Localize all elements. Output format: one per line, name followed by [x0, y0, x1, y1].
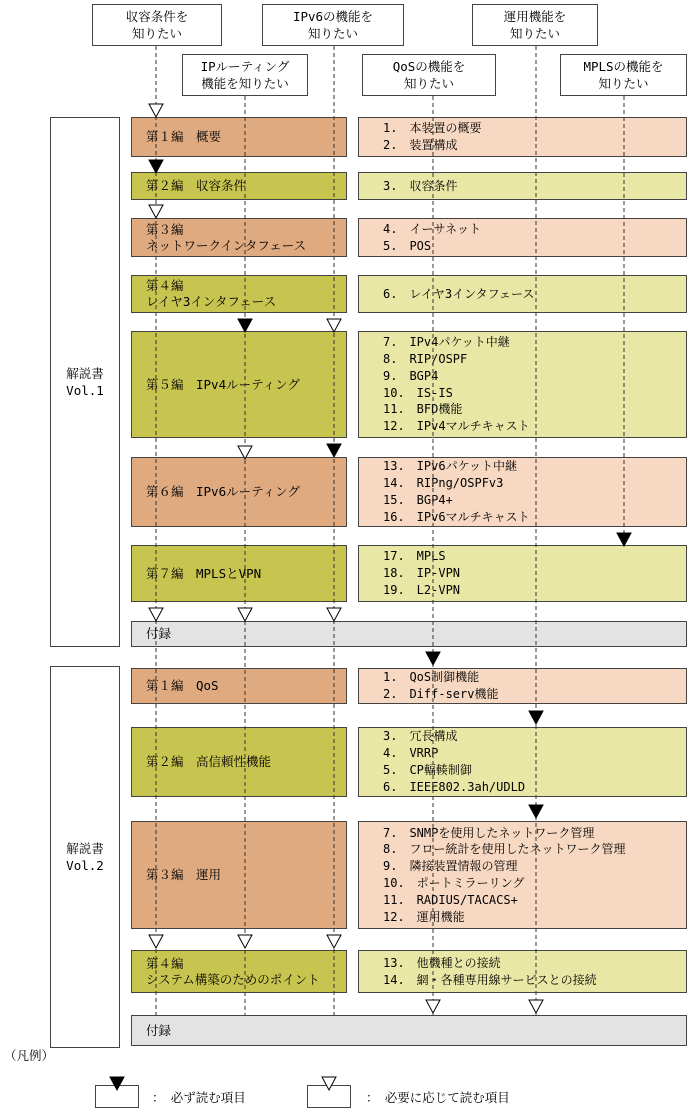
- part-box: [131, 821, 347, 929]
- part-box: [131, 457, 347, 527]
- legend-title: （凡例）: [4, 1048, 55, 1063]
- text-line: QoSの機能を: [392, 59, 466, 74]
- chapter-box: [358, 275, 687, 313]
- must-read-marker: [426, 652, 440, 665]
- text-line: 6. レイヤ3インタフェース: [383, 286, 535, 301]
- chapter-box: [358, 172, 687, 200]
- text-line: 第３編 運用: [146, 867, 222, 882]
- volume-box-vol1: [50, 117, 120, 647]
- text-line: 15. BGP4+: [383, 493, 453, 507]
- text-line: 12. IPv4マルチキャスト: [383, 419, 530, 434]
- optional-read-marker: [327, 608, 341, 621]
- chapter-box: [358, 117, 687, 157]
- text-line: 第２編 収容条件: [146, 178, 247, 193]
- text-line: 17. MPLS: [383, 549, 446, 564]
- text-line: MPLSの機能を: [583, 59, 664, 74]
- text-line: 8. フロー統計を使用したネットワーク管理: [383, 842, 626, 857]
- text-line: 第２編 高信頼性機能: [146, 754, 272, 769]
- optional-read-marker: [238, 935, 252, 948]
- text-line: 第５編 IPv4ルーティング: [146, 376, 300, 392]
- text-line: 7. IPv4パケット中継: [383, 335, 510, 350]
- reader-box-qos: [362, 54, 496, 96]
- appendix-box-vol2: [131, 1015, 687, 1046]
- chapter-box: [358, 457, 687, 527]
- part-box: [131, 727, 347, 797]
- text-line: 知りたい: [131, 26, 182, 41]
- text-line: 9. BGP4: [383, 368, 439, 383]
- chapter-box: [358, 218, 687, 257]
- legend-optional-swatch: [307, 1085, 351, 1108]
- text-line: 19. L2-VPN: [383, 582, 461, 597]
- optional-read-marker: [327, 935, 341, 948]
- text-line: 12. 運用機能: [383, 909, 465, 924]
- reader-box-operation: [472, 4, 598, 46]
- text-line: 11. RADIUS/TACACS+: [383, 892, 518, 907]
- text-line: 第１編 QoS: [146, 678, 219, 693]
- text-line: 2. 装置構成: [383, 138, 458, 152]
- part-box: [131, 172, 347, 200]
- text-line: 解説書: [66, 366, 104, 381]
- text-line: 2. Diff-serv機能: [383, 687, 499, 701]
- text-line: 第７編 MPLSとVPN: [146, 565, 262, 581]
- text-line: 5. POS: [383, 238, 432, 253]
- text-line: ネットワークインタフェース: [146, 237, 307, 253]
- volume-box-vol2: [50, 666, 120, 1048]
- legend-must-swatch: [95, 1085, 139, 1108]
- text-line: 18. IP-VPN: [383, 566, 461, 581]
- part-box: [131, 275, 347, 313]
- text-line: 第４編: [146, 278, 184, 293]
- part-box: [131, 668, 347, 704]
- text-line: 第６編 IPv6ルーティング: [146, 484, 300, 499]
- text-line: システム構築のためのポイント: [146, 971, 320, 987]
- part-box: [131, 117, 347, 157]
- optional-read-marker: [426, 1000, 440, 1013]
- chapter-box: [358, 331, 687, 438]
- appendix-box-vol1: [131, 621, 687, 647]
- part-box: [131, 331, 347, 438]
- text-line: 13. 他機種との接続: [383, 955, 501, 970]
- text-line: レイヤ3インタフェース: [146, 294, 277, 309]
- text-line: 1. QoS制御機能: [383, 670, 480, 685]
- text-line: IPルーティング: [200, 59, 290, 74]
- text-line: IPv6の機能を: [292, 9, 374, 24]
- text-line: 第１編 概要: [146, 129, 222, 144]
- text-line: 9. 隣接装置情報の管理: [383, 859, 518, 874]
- text-line: 知りたい: [307, 26, 358, 41]
- text-line: 14. 網・各種専用線サービスとの接続: [383, 972, 597, 987]
- part-box: [131, 545, 347, 602]
- text-line: 8. RIP/OSPF: [383, 351, 468, 366]
- text-line: 16. IPv6マルチキャスト: [383, 509, 530, 524]
- chapter-box: [358, 727, 687, 797]
- optional-read-marker: [149, 104, 163, 117]
- text-line: 14. RIPng/OSPFv3: [383, 476, 504, 491]
- text-line: 7. SNMPを使用したネットワーク管理: [383, 825, 595, 840]
- text-line: 4. VRRP: [383, 746, 439, 761]
- text-line: 1. 本装置の概要: [383, 121, 482, 136]
- text-line: 付録: [146, 1022, 172, 1038]
- optional-read-marker: [149, 205, 163, 218]
- text-line: 10. ポートミラーリング: [383, 876, 525, 890]
- text-line: 第３編: [146, 221, 184, 237]
- chapter-box: [358, 668, 687, 704]
- chapter-box: [358, 950, 687, 993]
- reader-box-capacity: [92, 4, 222, 46]
- chapter-box: [358, 545, 687, 602]
- text-line: 解説書: [66, 841, 104, 856]
- legend-must-label: ： 必ず読む項目: [152, 1090, 246, 1105]
- text-line: 11. BFD機能: [383, 402, 463, 417]
- text-line: 知りたい: [403, 76, 454, 91]
- text-line: Vol.1: [66, 383, 104, 398]
- reader-box-ipv6: [262, 4, 404, 46]
- text-line: 13. IPv6パケット中継: [383, 459, 517, 474]
- must-read-marker: [529, 711, 543, 724]
- text-line: 3. 収容条件: [383, 178, 458, 193]
- must-read-marker: [327, 444, 341, 457]
- text-line: Vol.2: [66, 858, 104, 873]
- chapter-box: [358, 821, 687, 929]
- part-box: [131, 218, 347, 257]
- text-line: 4. イーサネット: [383, 221, 481, 236]
- optional-read-marker: [149, 608, 163, 621]
- optional-read-marker: [529, 1000, 543, 1013]
- text-line: 付録: [146, 626, 172, 641]
- text-line: 6. IEEE802.3ah/UDLD: [383, 779, 526, 794]
- optional-read-marker: [238, 608, 252, 621]
- reader-box-ip-routing: [182, 54, 308, 96]
- text-line: 運用機能を: [503, 9, 567, 24]
- text-line: 第４編: [146, 955, 184, 971]
- text-line: 知りたい: [598, 76, 649, 91]
- text-line: 3. 冗長構成: [383, 729, 458, 744]
- reader-box-mpls: [560, 54, 687, 96]
- text-line: 10. IS-IS: [383, 385, 453, 400]
- part-box: [131, 950, 347, 993]
- must-read-marker: [529, 805, 543, 818]
- legend-optional-label: ： 必要に応じて読む項目: [366, 1090, 510, 1105]
- text-line: 機能を知りたい: [201, 76, 289, 91]
- text-line: 収容条件を: [125, 9, 189, 24]
- text-line: 知りたい: [509, 26, 560, 41]
- text-line: 5. CP輻輳制御: [383, 763, 472, 777]
- optional-read-marker: [149, 935, 163, 948]
